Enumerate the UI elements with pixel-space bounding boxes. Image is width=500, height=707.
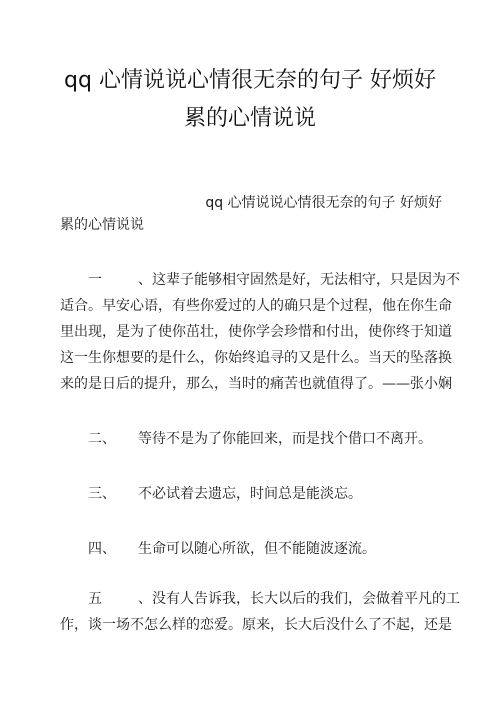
item-number: 三、 (88, 486, 116, 502)
item-text: 没有人告诉我，长大以后的我们，会做着平凡的工 (152, 591, 460, 607)
paragraph-line: 这一生你想要的是什么，你始终追寻的又是什么。当天的坠落换 (60, 350, 452, 366)
paragraph-2 (60, 426, 442, 452)
paragraph-4 (60, 536, 442, 562)
subtitle-line-1: qq 心情说说心情很无奈的句子 好烦好 (205, 195, 442, 211)
item-number: 五、 (88, 591, 152, 607)
paragraph-line (60, 426, 442, 452)
paragraph-line (60, 481, 442, 507)
item-number: 二、 (88, 431, 116, 447)
paragraph-line (60, 267, 460, 293)
paragraph-line: 来的是日后的提升，那么，当时的痛苦也就值得了。——张小娴 (60, 376, 452, 392)
paragraph-5 (60, 586, 460, 638)
paragraph-line: 适合。早安心语，有些你爱过的人的确只是个过程，他在你生命 (60, 298, 452, 314)
paragraph-3 (60, 481, 442, 507)
paragraph-line (60, 586, 460, 612)
paragraph-line (60, 536, 442, 562)
document-title-line-1: qq 心情说说心情很无奈的句子 好烦好 (64, 68, 436, 93)
subtitle-line-2: 累的心情说说 (60, 217, 144, 233)
document-title-line-2: 累的心情说说 (183, 106, 316, 131)
item-text: 这辈子能够相守固然是好，无法相守，只是因为不 (152, 272, 460, 288)
item-text: 等待不是为了你能回来，而是找个借口不离开。 (138, 431, 432, 447)
item-text: 不必试着去遗忘，时间总是能淡忘。 (138, 486, 362, 502)
document-subtitle (60, 192, 442, 236)
item-number: 一、 (88, 272, 152, 288)
paragraph-line: 作，谈一场不怎么样的恋爱。原来，长大后没什么了不起，还是 (60, 617, 452, 633)
paragraph-line: 里出现，是为了使你茁壮，使你学会珍惜和付出，使你终于知道 (60, 324, 452, 340)
item-text: 生命可以随心所欲，但不能随波逐流。 (138, 541, 376, 557)
paragraph-1 (60, 267, 460, 397)
item-number: 四、 (88, 541, 116, 557)
